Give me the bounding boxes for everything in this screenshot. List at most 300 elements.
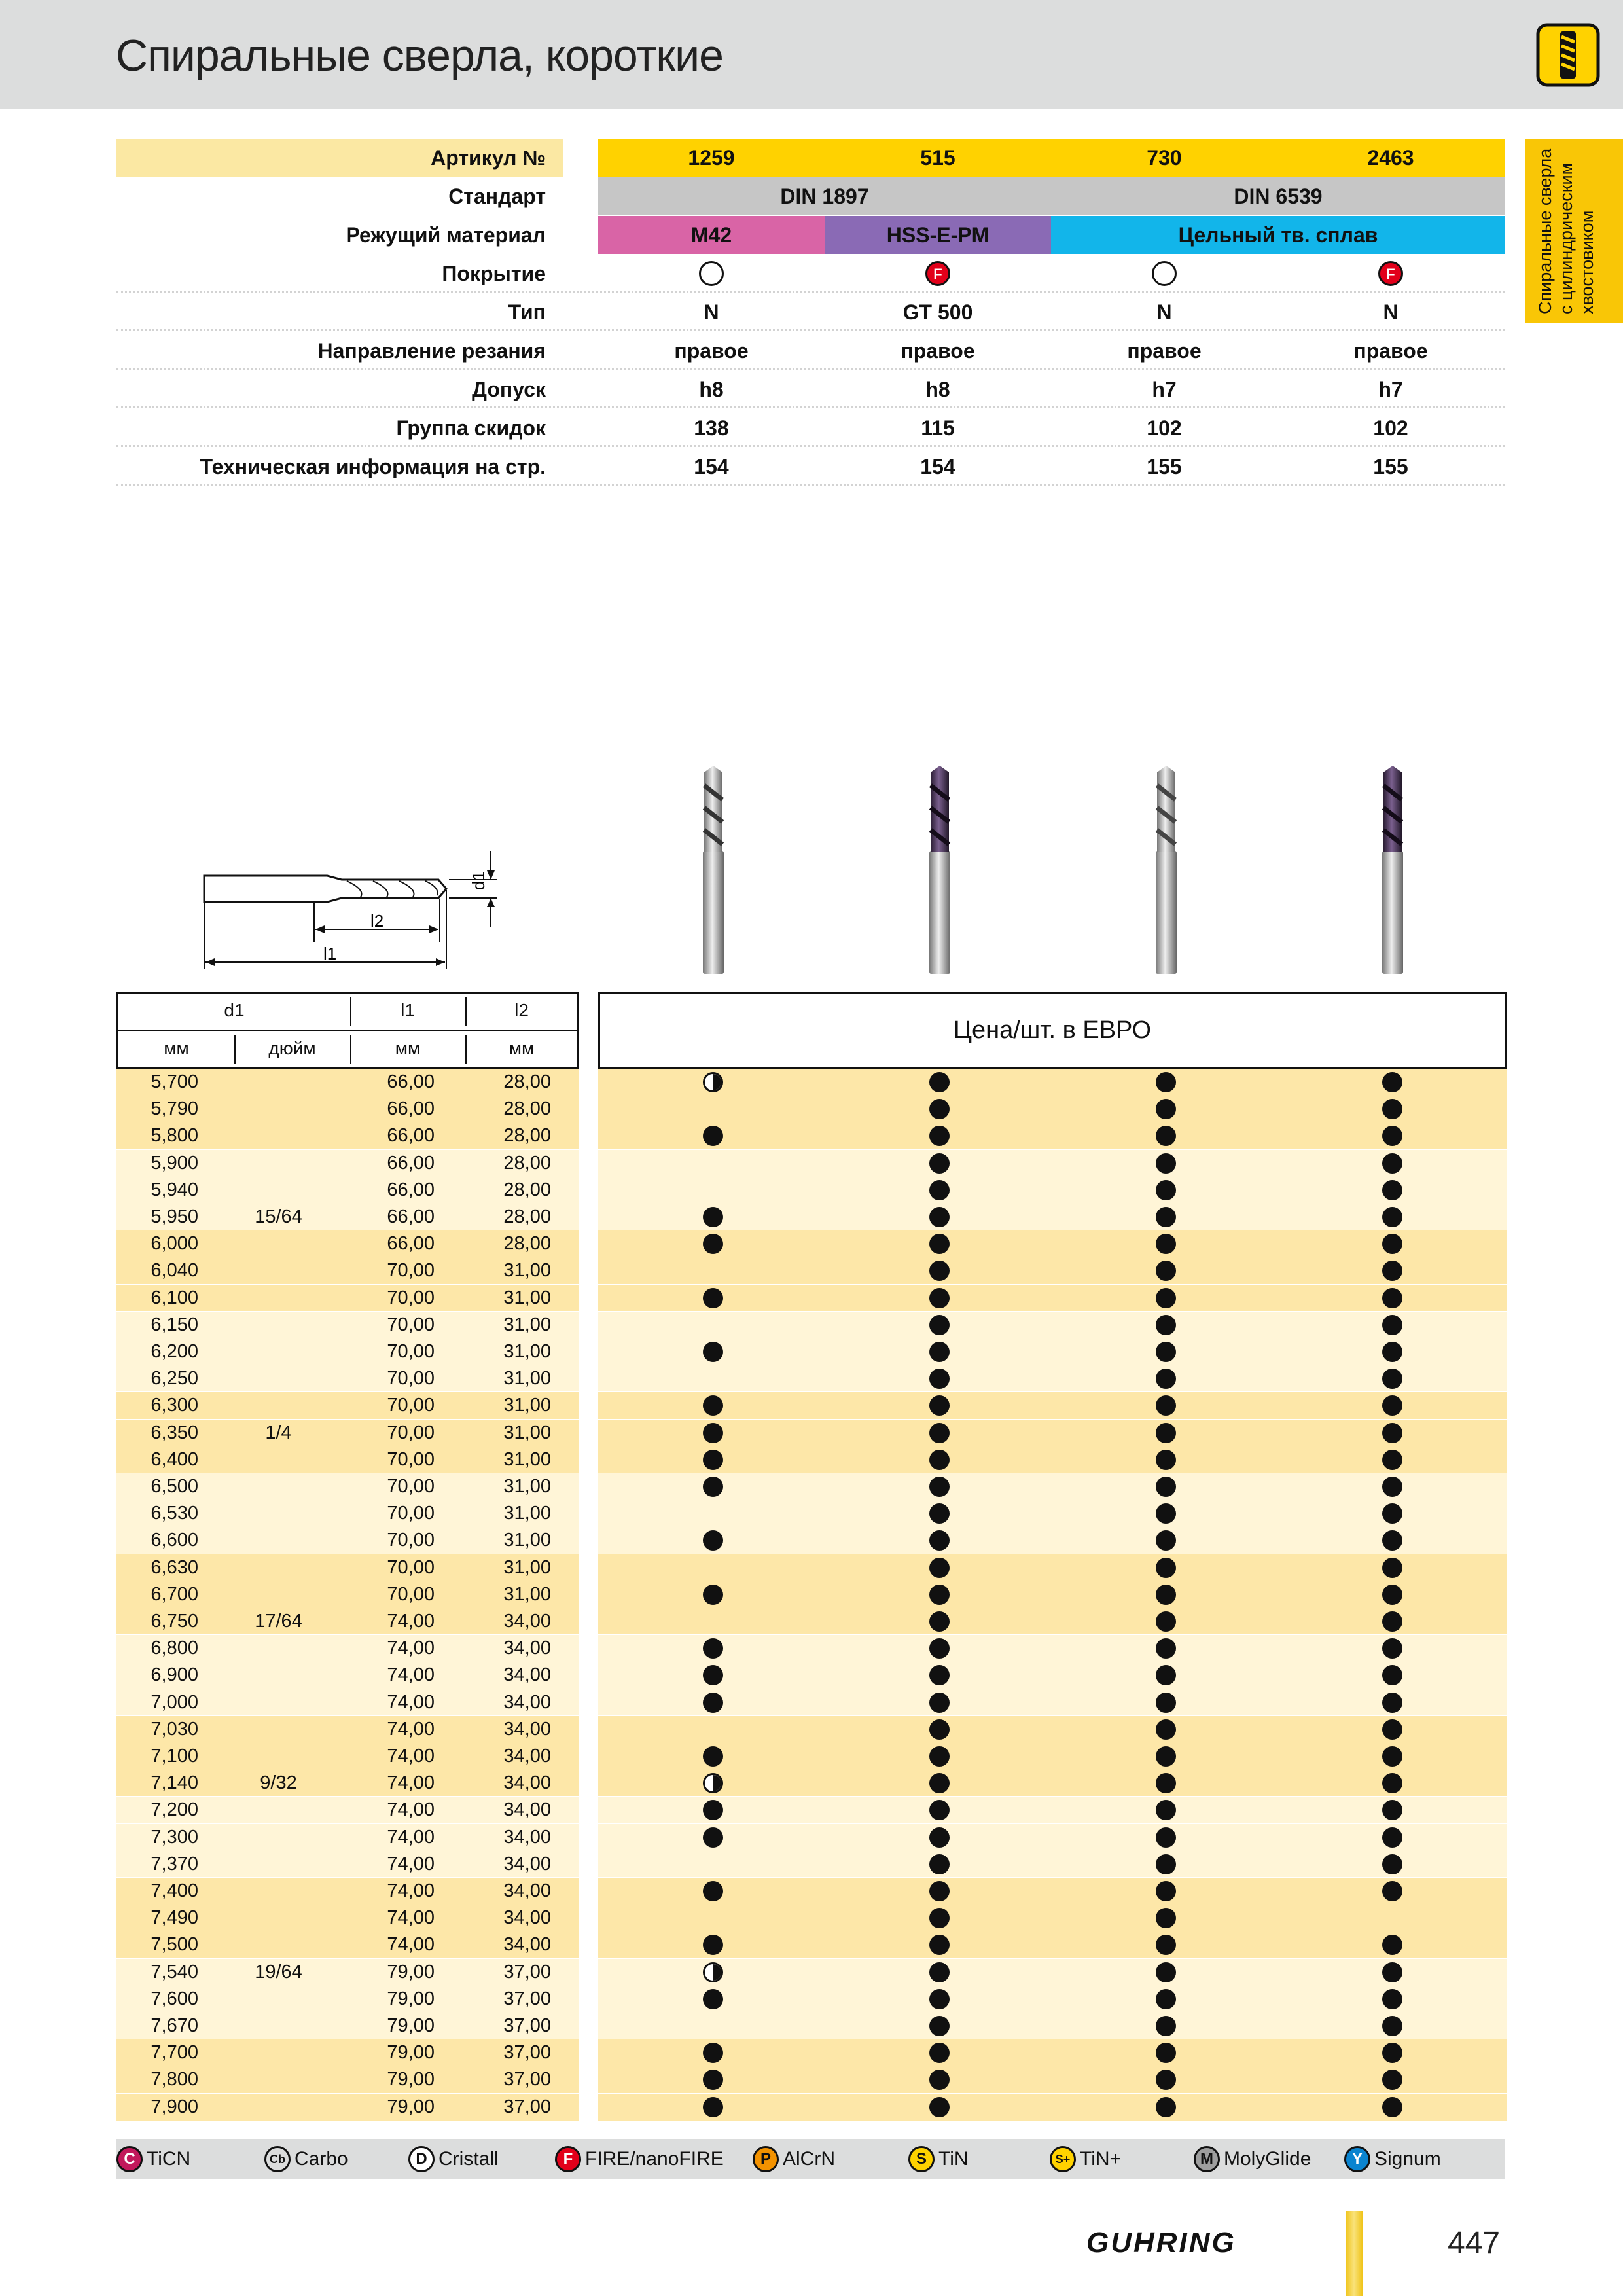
available-dot-icon	[703, 2043, 723, 2063]
available-dot-icon	[1156, 1719, 1176, 1740]
available-dot-icon	[929, 1962, 950, 1982]
cell-d1-inch	[234, 1150, 323, 1177]
available-dot-icon	[929, 1773, 950, 1793]
availability-row	[598, 1797, 1507, 1823]
cell-d1-inch	[234, 1096, 323, 1122]
coating-badge-icon: S	[908, 2146, 935, 2172]
cell-l1: 66,00	[387, 1179, 435, 1200]
header-separator	[234, 1035, 236, 1064]
cell-l1: 74,00	[387, 1691, 435, 1713]
available-dot-icon	[1382, 1827, 1402, 1848]
available-dot-icon	[1156, 2043, 1176, 2063]
cell-d1-mm: 7,490	[151, 1907, 198, 1929]
available-dot-icon	[929, 1935, 950, 1955]
available-dot-icon	[929, 2016, 950, 2036]
header-unit-inch: дюйм	[268, 1038, 316, 1058]
standard-value: DIN 6539	[1051, 177, 1505, 215]
spec-row-discount	[116, 409, 1505, 447]
cell-d1-inch	[234, 1338, 323, 1365]
cell-d1-inch	[234, 1230, 323, 1257]
legend-label: Cristall	[438, 2148, 499, 2170]
cell-l1: 66,00	[387, 1206, 435, 1227]
cell-l2: 28,00	[503, 1071, 551, 1092]
coating-badge-icon: F	[555, 2146, 581, 2172]
page-number: 447	[1448, 2226, 1501, 2261]
cell-d1-mm: 5,700	[151, 1071, 198, 1092]
table-row	[116, 1312, 579, 1338]
cell-d1-inch	[234, 2039, 323, 2066]
table-row	[116, 1500, 579, 1527]
available-dot-icon	[929, 1126, 950, 1146]
table-row	[116, 1069, 579, 1096]
header-unit-mm: мм	[164, 1038, 189, 1058]
header-separator	[465, 1035, 467, 1064]
availability-row	[598, 1096, 1507, 1122]
available-dot-icon	[703, 1693, 723, 1713]
drill-image-515	[920, 766, 959, 975]
availability-row	[598, 1554, 1507, 1581]
table-row	[116, 2039, 579, 2066]
availability-row	[598, 1338, 1507, 1365]
available-dot-icon	[1382, 1881, 1402, 1901]
spec-label: Артикул №	[116, 139, 563, 177]
available-dot-icon	[929, 1099, 950, 1119]
available-dot-icon	[1382, 1369, 1402, 1389]
available-dot-icon	[1382, 1072, 1402, 1092]
available-dot-icon	[1382, 1450, 1402, 1470]
table-row	[116, 1527, 579, 1554]
availability-row	[598, 1150, 1507, 1177]
available-dot-icon	[1156, 1693, 1176, 1713]
table-row	[116, 1257, 579, 1284]
cell-d1-inch	[234, 1905, 323, 1931]
drill-image-730	[1147, 766, 1186, 975]
available-dot-icon	[929, 1288, 950, 1308]
cell-l2: 37,00	[503, 2096, 551, 2117]
limited-stock-icon	[703, 1072, 723, 1092]
availability-row	[598, 1959, 1507, 1986]
cell-d1-mm: 7,100	[151, 1746, 198, 1767]
legend-item	[1194, 2139, 1311, 2179]
table-row	[116, 1285, 579, 1312]
cell-d1-mm: 7,500	[151, 1934, 198, 1956]
cell-d1-mm: 6,700	[151, 1583, 198, 1605]
cell-l1: 70,00	[387, 1287, 435, 1308]
availability-row	[598, 1824, 1507, 1851]
cell-l2: 28,00	[503, 1125, 551, 1147]
cell-l1: 70,00	[387, 1583, 435, 1605]
table-row	[116, 2066, 579, 2093]
cell-l1: 66,00	[387, 1071, 435, 1092]
cell-l1: 74,00	[387, 1718, 435, 1740]
available-dot-icon	[1382, 1665, 1402, 1685]
drill-image-2463	[1373, 766, 1412, 975]
type-value: N	[1383, 300, 1399, 324]
coating-none-icon	[1152, 261, 1177, 286]
legend-label: FIRE/nanoFIRE	[585, 2148, 724, 2170]
cell-d1-inch: 1/4	[265, 1422, 292, 1443]
coating-badge-icon: D	[408, 2146, 435, 2172]
available-dot-icon	[1382, 1261, 1402, 1281]
available-dot-icon	[929, 1585, 950, 1605]
available-dot-icon	[1156, 1099, 1176, 1119]
header-separator	[350, 997, 351, 1026]
material-value: HSS-E-PM	[825, 216, 1051, 254]
cell-d1-inch	[234, 1931, 323, 1958]
available-dot-icon	[703, 1989, 723, 2009]
availability-row	[598, 1905, 1507, 1931]
cell-l2: 31,00	[503, 1287, 551, 1308]
info-page-link[interactable]: 154	[920, 455, 955, 478]
cell-l1: 79,00	[387, 1961, 435, 1982]
spec-row-material	[116, 216, 1505, 254]
coating-badge-icon: S+	[1050, 2146, 1076, 2172]
cell-d1-inch	[234, 2066, 323, 2093]
available-dot-icon	[929, 1854, 950, 1874]
spec-label: Режущий материал	[346, 223, 546, 247]
available-dot-icon	[929, 1234, 950, 1254]
cell-d1-mm: 6,350	[151, 1422, 198, 1443]
drill-icon	[1535, 22, 1601, 88]
available-dot-icon	[703, 1827, 723, 1848]
available-dot-icon	[929, 1881, 950, 1901]
cell-l2: 34,00	[503, 1907, 551, 1929]
cell-d1-mm: 7,370	[151, 1853, 198, 1874]
table-row	[116, 1824, 579, 1851]
availability-row	[598, 1204, 1507, 1230]
article-number: 2463	[1367, 146, 1414, 170]
coating-badge-icon: M	[1194, 2146, 1220, 2172]
discount-value: 115	[921, 416, 955, 440]
legend-label: TiN+	[1080, 2148, 1122, 2170]
available-dot-icon	[1382, 1395, 1402, 1416]
table-row	[116, 1905, 579, 1931]
cell-l1: 74,00	[387, 1611, 435, 1632]
diagram-label-l1: l1	[323, 944, 337, 963]
available-dot-icon	[1156, 1369, 1176, 1389]
table-row	[116, 1986, 579, 2013]
limited-stock-icon	[703, 1962, 723, 1982]
cell-l1: 66,00	[387, 1125, 435, 1147]
available-dot-icon	[1382, 1585, 1402, 1605]
legend-label: Signum	[1374, 2148, 1441, 2170]
availability-row	[598, 1527, 1507, 1554]
coating-legend	[116, 2139, 1505, 2179]
legend-item	[753, 2139, 835, 2179]
availability-row	[598, 1500, 1507, 1527]
cell-l1: 70,00	[387, 1341, 435, 1362]
cell-d1-inch	[234, 1662, 323, 1689]
legend-label: MolyGlide	[1224, 2148, 1311, 2170]
cell-d1-inch	[234, 1554, 323, 1581]
available-dot-icon	[1156, 1881, 1176, 1901]
info-page-link[interactable]: 155	[1147, 455, 1182, 478]
available-dot-icon	[929, 1477, 950, 1497]
cell-l2: 28,00	[503, 1152, 551, 1174]
info-page-link[interactable]: 154	[694, 455, 729, 478]
cell-l2: 28,00	[503, 1233, 551, 1255]
cell-d1-inch	[234, 1716, 323, 1743]
header-l1: l1	[401, 1000, 415, 1020]
row-divider	[116, 445, 1505, 447]
cell-l2: 28,00	[503, 1098, 551, 1120]
cell-d1-mm: 6,750	[151, 1611, 198, 1632]
cell-l2: 37,00	[503, 1988, 551, 2009]
row-divider	[116, 406, 1505, 408]
cell-l1: 70,00	[387, 1368, 435, 1390]
legend-item	[264, 2139, 348, 2179]
coating-badge-icon: P	[753, 2146, 779, 2172]
table-row	[116, 1177, 579, 1204]
available-dot-icon	[703, 1395, 723, 1416]
header-d1: d1	[224, 1000, 245, 1020]
cell-d1-inch	[234, 1635, 323, 1662]
cell-d1-mm: 6,600	[151, 1530, 198, 1551]
type-value: N	[704, 300, 719, 324]
cell-l2: 34,00	[503, 1611, 551, 1632]
available-dot-icon	[1156, 1746, 1176, 1767]
legend-label: TiN	[938, 2148, 969, 2170]
available-dot-icon	[929, 1450, 950, 1470]
cell-d1-mm: 6,400	[151, 1448, 198, 1470]
available-dot-icon	[929, 1315, 950, 1335]
section-tab-line: хвостовиком	[1577, 210, 1597, 314]
cell-l1: 79,00	[387, 2042, 435, 2064]
available-dot-icon	[1382, 1693, 1402, 1713]
cell-l2: 34,00	[503, 1691, 551, 1713]
availability-row	[598, 1392, 1507, 1419]
available-dot-icon	[1156, 1827, 1176, 1848]
table-row	[116, 1338, 579, 1365]
drill-dimension-diagram	[196, 844, 510, 975]
cell-d1-mm: 6,200	[151, 1341, 198, 1362]
cell-l2: 34,00	[503, 1746, 551, 1767]
spec-row-standard	[116, 177, 1505, 215]
legend-label: AlCrN	[783, 2148, 835, 2170]
available-dot-icon	[929, 1369, 950, 1389]
available-dot-icon	[1156, 1665, 1176, 1685]
row-divider	[116, 484, 1505, 486]
available-dot-icon	[929, 1342, 950, 1362]
available-dot-icon	[1156, 1180, 1176, 1200]
row-divider	[116, 291, 1505, 293]
cell-d1-inch	[234, 1851, 323, 1878]
table-row	[116, 1716, 579, 1743]
cell-l1: 79,00	[387, 2069, 435, 2090]
dimension-table-header	[116, 992, 579, 1069]
article-number: 515	[920, 146, 955, 170]
available-dot-icon	[703, 1800, 723, 1820]
spec-label: Группа скидок	[396, 416, 546, 440]
table-row	[116, 1635, 579, 1662]
available-dot-icon	[1156, 1072, 1176, 1092]
available-dot-icon	[1382, 1935, 1402, 1955]
cell-d1-mm: 6,040	[151, 1260, 198, 1282]
available-dot-icon	[1156, 1962, 1176, 1982]
cell-l1: 70,00	[387, 1556, 435, 1578]
legend-label: TiCN	[147, 2148, 191, 2170]
cell-l1: 74,00	[387, 1880, 435, 1901]
cell-l2: 34,00	[503, 1799, 551, 1821]
cell-l2: 31,00	[503, 1503, 551, 1524]
available-dot-icon	[1156, 1611, 1176, 1632]
availability-row	[598, 1177, 1507, 1204]
tolerance-value: h8	[699, 378, 724, 401]
available-dot-icon	[1156, 1207, 1176, 1227]
cell-d1-mm: 7,540	[151, 1961, 198, 1982]
coating-none-icon	[699, 261, 724, 286]
table-row	[116, 1230, 579, 1257]
coating-badge-icon: Y	[1344, 2146, 1370, 2172]
available-dot-icon	[703, 1207, 723, 1227]
availability-row	[598, 1581, 1507, 1608]
cell-d1-mm: 7,300	[151, 1826, 198, 1848]
available-dot-icon	[1382, 1207, 1402, 1227]
cell-l2: 34,00	[503, 1880, 551, 1901]
availability-row	[598, 1365, 1507, 1392]
cell-l2: 34,00	[503, 1718, 551, 1740]
cell-d1-mm: 6,800	[151, 1638, 198, 1659]
available-dot-icon	[929, 1395, 950, 1416]
section-tab-label	[1535, 149, 1597, 314]
legend-item	[908, 2139, 969, 2179]
cell-l2: 31,00	[503, 1556, 551, 1578]
cell-l1: 70,00	[387, 1314, 435, 1335]
cell-l2: 31,00	[503, 1368, 551, 1390]
table-row	[116, 1392, 579, 1419]
cell-l2: 31,00	[503, 1530, 551, 1551]
table-row	[116, 1420, 579, 1446]
cell-d1-inch	[234, 1797, 323, 1823]
cell-l1: 66,00	[387, 1098, 435, 1120]
availability-row	[598, 1770, 1507, 1797]
table-row	[116, 1204, 579, 1230]
spec-label: Техническая информация на стр.	[200, 455, 546, 478]
available-dot-icon	[1156, 1935, 1176, 1955]
cell-d1-mm: 5,950	[151, 1206, 198, 1227]
available-dot-icon	[1156, 1908, 1176, 1928]
cell-d1-inch: 19/64	[255, 1961, 302, 1982]
available-dot-icon	[703, 1342, 723, 1362]
cell-d1-inch	[234, 1257, 323, 1284]
cell-l1: 79,00	[387, 1988, 435, 2009]
available-dot-icon	[1156, 1288, 1176, 1308]
table-row	[116, 1770, 579, 1797]
cell-d1-inch	[234, 1689, 323, 1716]
spec-label: Тип	[508, 300, 546, 324]
available-dot-icon	[1156, 1530, 1176, 1551]
availability-row	[598, 1420, 1507, 1446]
article-number: 730	[1147, 146, 1182, 170]
available-dot-icon	[929, 1207, 950, 1227]
available-dot-icon	[1156, 2097, 1176, 2117]
available-dot-icon	[929, 1180, 950, 1200]
header-separator	[350, 1035, 351, 1064]
spec-row-direction	[116, 332, 1505, 370]
availability-row	[598, 1285, 1507, 1312]
available-dot-icon	[1156, 1261, 1176, 1281]
cell-d1-mm: 6,630	[151, 1556, 198, 1578]
discount-value: 102	[1147, 416, 1182, 440]
available-dot-icon	[1382, 2043, 1402, 2063]
available-dot-icon	[1156, 1342, 1176, 1362]
cell-l2: 34,00	[503, 1934, 551, 1956]
available-dot-icon	[1156, 1395, 1176, 1416]
cell-l2: 37,00	[503, 1961, 551, 1982]
available-dot-icon	[929, 1261, 950, 1281]
availability-row	[598, 1608, 1507, 1635]
coating-fire-icon: F	[1378, 261, 1403, 286]
table-row	[116, 1797, 579, 1823]
available-dot-icon	[1156, 1638, 1176, 1659]
cell-l2: 34,00	[503, 1772, 551, 1794]
availability-row	[598, 2013, 1507, 2039]
cell-l2: 34,00	[503, 1853, 551, 1874]
cell-l2: 31,00	[503, 1260, 551, 1282]
cell-d1-inch	[234, 1527, 323, 1554]
available-dot-icon	[1156, 1800, 1176, 1820]
cell-l1: 70,00	[387, 1260, 435, 1282]
available-dot-icon	[929, 1558, 950, 1578]
cell-d1-mm: 5,940	[151, 1179, 198, 1200]
table-row	[116, 1446, 579, 1473]
info-page-link[interactable]: 155	[1373, 455, 1408, 478]
tolerance-value: h7	[1152, 378, 1177, 401]
cell-d1-mm: 7,900	[151, 2096, 198, 2117]
cell-d1-mm: 7,670	[151, 2015, 198, 2036]
cell-l1: 74,00	[387, 1853, 435, 1874]
available-dot-icon	[1156, 1585, 1176, 1605]
cell-l2: 37,00	[503, 2042, 551, 2064]
available-dot-icon	[929, 1530, 950, 1551]
available-dot-icon	[1156, 1153, 1176, 1174]
cell-d1-inch	[234, 1446, 323, 1473]
cell-d1-mm: 5,900	[151, 1152, 198, 1174]
legend-item	[116, 2139, 190, 2179]
row-divider	[116, 329, 1505, 331]
cell-l1: 70,00	[387, 1530, 435, 1551]
available-dot-icon	[929, 1989, 950, 2009]
cell-l2: 34,00	[503, 1664, 551, 1686]
cell-d1-mm: 6,150	[151, 1314, 198, 1335]
legend-label: Carbo	[294, 2148, 348, 2170]
cell-d1-mm: 5,790	[151, 1098, 198, 1120]
header-l2: l2	[514, 1000, 529, 1020]
limited-stock-icon	[703, 1773, 723, 1793]
available-dot-icon	[929, 1611, 950, 1632]
cell-d1-mm: 6,250	[151, 1368, 198, 1390]
brand-logo: GUHRING	[1086, 2227, 1236, 2259]
cell-l2: 31,00	[503, 1395, 551, 1416]
header-separator	[465, 997, 467, 1026]
available-dot-icon	[1382, 1234, 1402, 1254]
available-dot-icon	[703, 1126, 723, 1146]
table-row	[116, 1122, 579, 1149]
available-dot-icon	[929, 1746, 950, 1767]
cell-d1-inch: 9/32	[260, 1772, 297, 1794]
cell-d1-mm: 7,030	[151, 1718, 198, 1740]
available-dot-icon	[703, 1477, 723, 1497]
direction-value: правое	[1353, 339, 1428, 363]
available-dot-icon	[1156, 2016, 1176, 2036]
cell-d1-inch	[234, 1743, 323, 1770]
available-dot-icon	[929, 1503, 950, 1524]
cell-l1: 74,00	[387, 1826, 435, 1848]
cell-d1-inch	[234, 1581, 323, 1608]
available-dot-icon	[703, 1234, 723, 1254]
available-dot-icon	[1382, 1989, 1402, 2009]
article-number: 1259	[688, 146, 735, 170]
